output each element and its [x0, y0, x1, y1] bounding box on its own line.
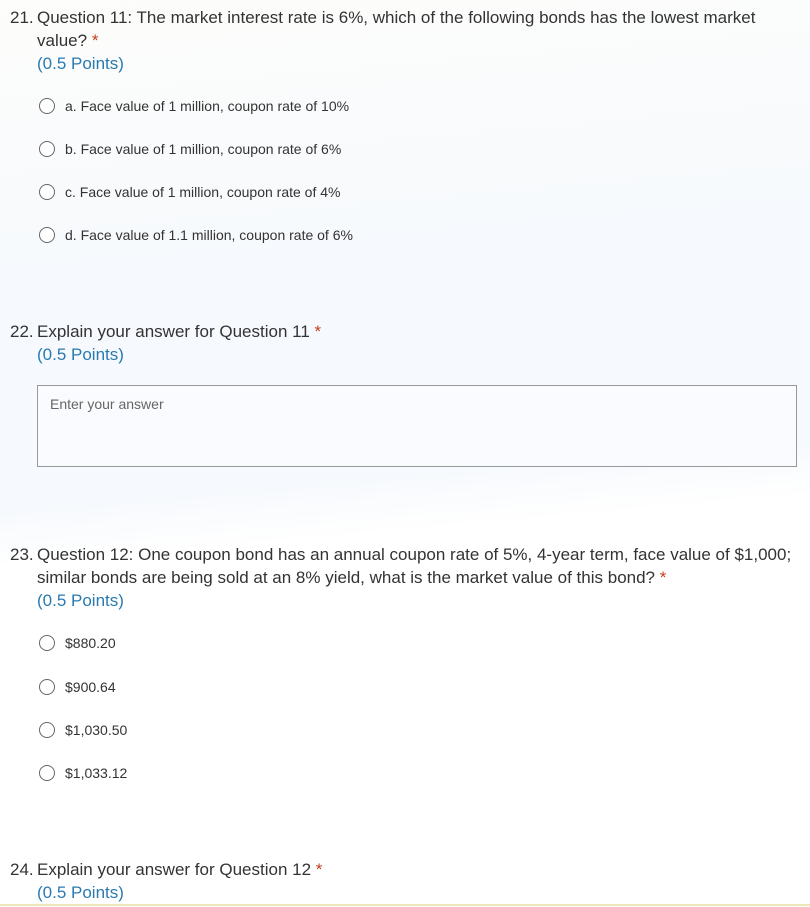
option-label: $1,033.12: [65, 765, 128, 781]
option-3[interactable]: [39, 720, 127, 740]
divider: [0, 904, 810, 906]
question-points: (0.5 Points): [37, 883, 124, 902]
question-number: 21.: [10, 8, 34, 27]
answer-input[interactable]: [37, 385, 797, 467]
option-label: $900.64: [65, 679, 116, 695]
radio-button[interactable]: [39, 184, 55, 200]
required-marker: *: [659, 568, 667, 587]
option-label: $880.20: [65, 635, 116, 651]
option-4[interactable]: [39, 763, 127, 783]
option-b[interactable]: [39, 139, 341, 159]
question-points: (0.5 Points): [37, 54, 124, 73]
question-24: [10, 858, 800, 904]
radio-button[interactable]: [39, 722, 55, 738]
option-label: c. Face value of 1 million, coupon rate of 4%: [65, 184, 341, 200]
option-d[interactable]: [39, 225, 353, 245]
question-22: [10, 320, 800, 366]
question-points: (0.5 Points): [37, 345, 124, 364]
radio-button[interactable]: [39, 141, 55, 157]
question-number: 23.: [10, 545, 34, 564]
question-number: 24.: [10, 860, 34, 879]
option-label: a. Face value of 1 million, coupon rate of 10%: [65, 98, 350, 114]
question-text: Explain your answer for Question 12: [37, 860, 312, 879]
radio-button[interactable]: [39, 227, 55, 243]
radio-button[interactable]: [39, 635, 55, 651]
option-label: b. Face value of 1 million, coupon rate of 6%: [65, 141, 342, 157]
question-points: (0.5 Points): [37, 591, 124, 610]
radio-button[interactable]: [39, 765, 55, 781]
option-label: d. Face value of 1.1 million, coupon rate of 6%: [65, 227, 353, 243]
option-1[interactable]: [39, 633, 116, 653]
question-21: [10, 6, 800, 75]
question-23: [10, 543, 800, 612]
required-marker: *: [314, 322, 322, 341]
question-number: 22.: [10, 322, 34, 341]
question-text: Question 12: One coupon bond has an annual coupon rate of 5%, 4-year term, face value of $1,000; similar bonds are being sold at an 8% yield, what is the market value of this bond?: [37, 545, 792, 587]
option-label: $1,030.50: [65, 722, 128, 738]
option-2[interactable]: [39, 677, 116, 697]
required-marker: *: [91, 31, 99, 50]
radio-button[interactable]: [39, 98, 55, 114]
option-c[interactable]: [39, 182, 340, 202]
question-text: Explain your answer for Question 11: [37, 322, 310, 341]
required-marker: *: [315, 860, 323, 879]
question-text: Question 11: The market interest rate is 6%, which of the following bonds has the lowest market value?: [37, 8, 756, 50]
radio-button[interactable]: [39, 679, 55, 695]
option-a[interactable]: [39, 96, 349, 116]
